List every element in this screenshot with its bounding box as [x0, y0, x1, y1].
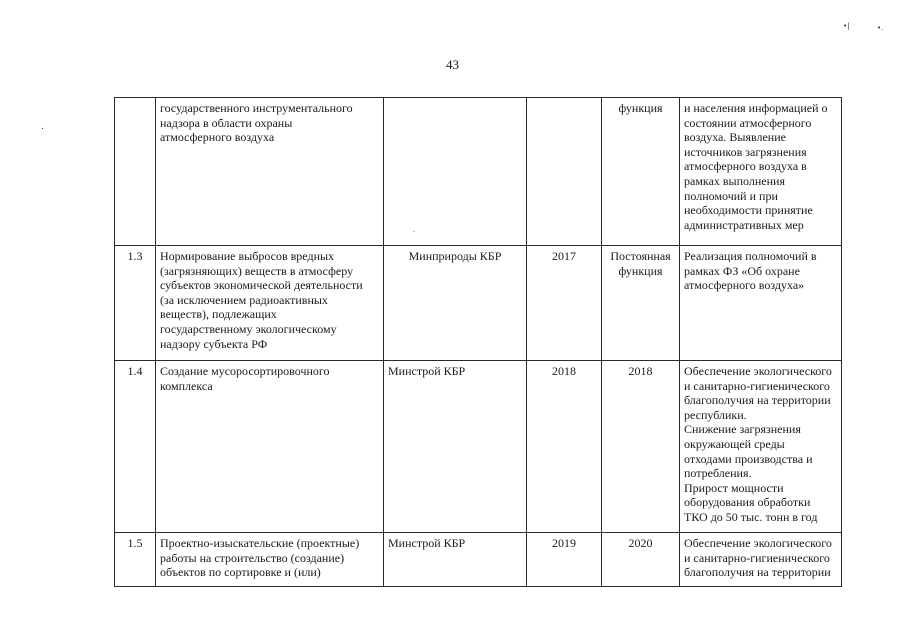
measure-name-cell: [156, 361, 384, 533]
measure-name-cell: [156, 98, 384, 246]
row-number-cell: [115, 361, 156, 533]
cell-text-line: благополучия на территории: [684, 393, 831, 408]
scan-mark: •.: [877, 24, 884, 32]
cell-text-line: атмосферного воздуха в: [684, 159, 807, 174]
end-year-cell: [602, 361, 680, 533]
cell-text-line: Снижение загрязнения: [684, 422, 801, 437]
cell-text: 1.4: [127, 364, 143, 378]
cell-text-line: комплекса: [160, 378, 213, 393]
table-row: [115, 361, 842, 533]
cell-text-line: и санитарно-гигиенического: [684, 550, 830, 565]
cell-text-line: отходами производства и: [684, 451, 813, 466]
start-year-cell: [527, 98, 602, 246]
cell-text-line: благополучия на территории: [684, 565, 831, 580]
cell-text-line: государственному экологическому: [160, 321, 337, 336]
measure-name-cell: [156, 246, 384, 361]
end-year-cell: [602, 98, 680, 246]
expected-result-cell: [680, 533, 842, 587]
start-year-cell: [527, 246, 602, 361]
scan-mark: ·: [413, 228, 416, 236]
cell-text-line: необходимости принятие: [684, 203, 813, 218]
end-year-cell: [602, 533, 680, 587]
cell-text-line: функция: [618, 101, 663, 115]
cell-text-line: административных мер: [684, 217, 804, 232]
cell-text-line: надзору субъекта РФ: [160, 336, 268, 351]
cell-text-line: источников загрязнения: [684, 144, 807, 159]
cell-text-line: Нормирование выбросов вредных: [160, 249, 335, 263]
measure-name-cell: [156, 533, 384, 587]
cell-text-line: воздуха. Выявление: [684, 130, 786, 145]
cell-text-line: Создание мусоросортировочного: [160, 364, 330, 378]
cell-text-line: рамках ФЗ «Об охране: [684, 263, 800, 278]
cell-text-line: функция: [618, 263, 663, 278]
start-year-cell: [527, 361, 602, 533]
row-number-cell: [115, 98, 156, 246]
cell-text-line: субъектов экономической деятельности: [160, 278, 363, 293]
row-number-cell: [115, 246, 156, 361]
start-year-cell: [527, 533, 602, 587]
cell-text-line: ТКО до 50 тыс. тонн в год: [684, 509, 818, 524]
end-year-cell: [602, 246, 680, 361]
executor-cell: [384, 361, 527, 533]
cell-text-line: атмосферного воздуха»: [684, 278, 805, 293]
cell-text-line: работы на строительство (создание): [160, 550, 345, 565]
cell-text: 2018: [552, 364, 576, 378]
cell-text-line: рамках выполнения: [684, 173, 785, 188]
executor-cell: [384, 98, 527, 246]
cell-text-line: состоянии атмосферного: [684, 115, 812, 130]
cell-text-line: республики.: [684, 407, 747, 422]
cell-text-line: Проектно-изыскательские (проектные): [160, 536, 360, 550]
table-row: [115, 98, 842, 246]
table-body: [115, 98, 842, 587]
expected-result-cell: [680, 246, 842, 361]
cell-text-line: Обеспечение экологического: [684, 364, 832, 378]
executor-cell: [384, 246, 527, 361]
cell-text-line: атмосферного воздуха: [160, 130, 275, 145]
cell-text-line: оборудования обработки: [684, 495, 811, 510]
page-number: 43: [446, 57, 459, 72]
cell-text-line: Реализация полномочий в: [684, 249, 817, 263]
scan-mark: .: [41, 122, 44, 132]
expected-result-cell: [680, 361, 842, 533]
cell-text-line: объектов по сортировке и (или): [160, 565, 321, 580]
cell-text-line: и населения информацией о: [684, 101, 828, 115]
cell-text: 2019: [552, 536, 576, 550]
executor-cell: [384, 533, 527, 587]
cell-text-line: полномочий и при: [684, 188, 778, 203]
cell-text: 2017: [552, 249, 576, 263]
cell-text-line: Обеспечение экологического: [684, 536, 832, 550]
table-row: [115, 533, 842, 587]
cell-text: 1.5: [127, 536, 143, 550]
expected-result-cell: [680, 98, 842, 246]
cell-text-line: надзора в области охраны: [160, 115, 293, 130]
cell-text: 1.3: [127, 249, 143, 263]
measures-table: [114, 97, 842, 587]
cell-text-line: веществ), подлежащих: [160, 307, 277, 322]
cell-text-line: и санитарно-гигиенического: [684, 378, 830, 393]
cell-text-line: 2018: [628, 364, 653, 378]
cell-text-line: 2020: [628, 536, 653, 550]
cell-text-line: Прирост мощности: [684, 480, 784, 495]
cell-text-line: потребления.: [684, 466, 752, 481]
cell-text-line: (за исключением радиоактивных: [160, 292, 328, 307]
cell-text-line: Постоянная: [610, 249, 671, 263]
table-row: [115, 246, 842, 361]
cell-text-line: окружающей среды: [684, 436, 785, 451]
cell-text-line: государственного инструментального: [160, 101, 353, 115]
scan-mark: •|: [843, 22, 850, 30]
cell-text: Минприроды КБР: [408, 249, 502, 263]
cell-text: Минстрой КБР: [388, 536, 466, 550]
row-number-cell: [115, 533, 156, 587]
cell-text: Минстрой КБР: [388, 364, 466, 378]
cell-text-line: (загрязняющих) веществ в атмосферу: [160, 263, 354, 278]
